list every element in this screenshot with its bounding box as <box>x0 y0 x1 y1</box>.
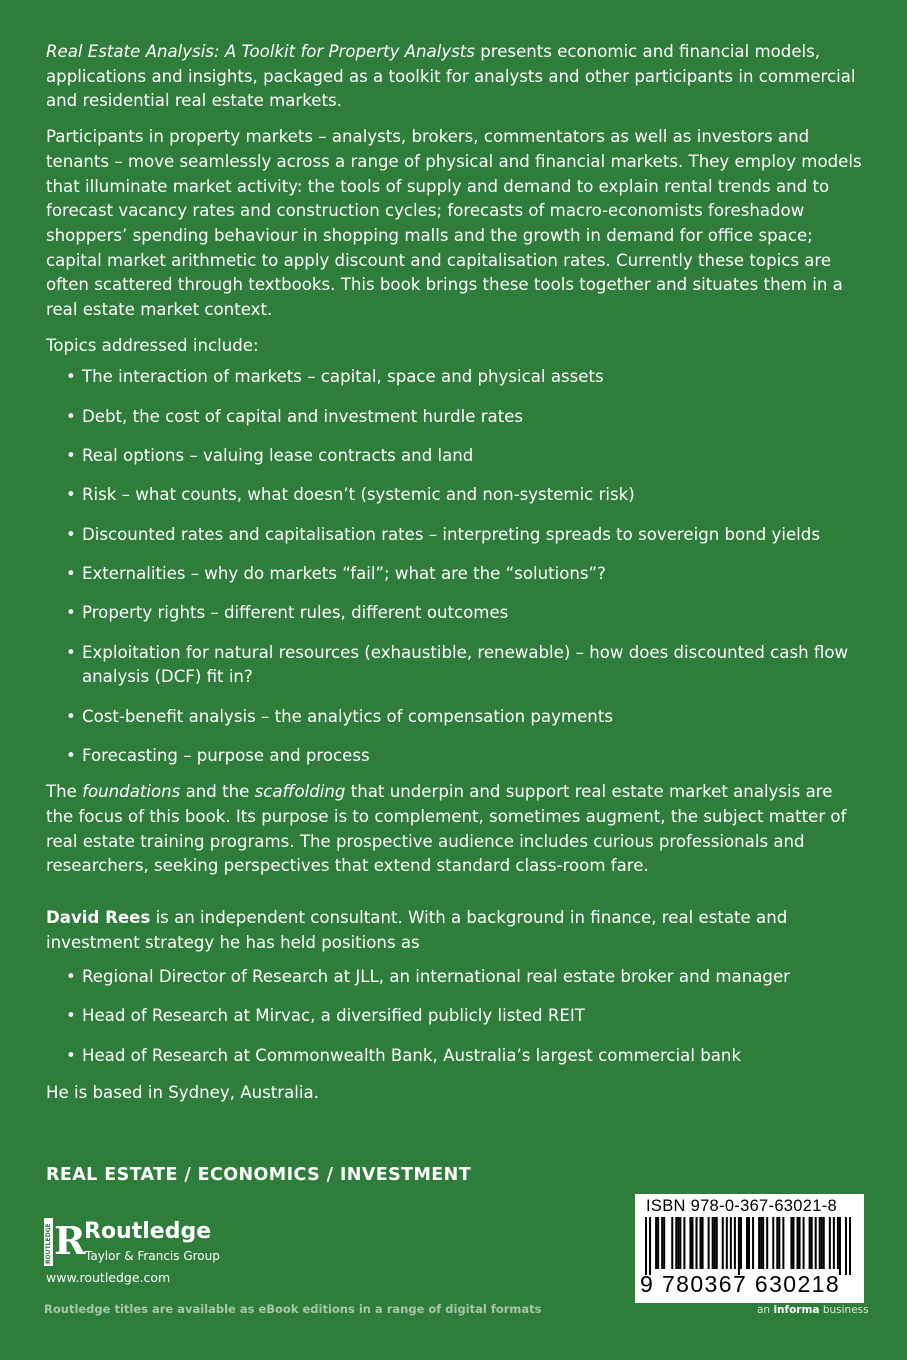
barcode-bar <box>799 1217 801 1269</box>
book-title: Real Estate Analysis: A Toolkit for Property Analysts <box>46 42 475 61</box>
informa-brand: informa <box>773 1304 820 1316</box>
topic-item: • Property rights – different rules, different outcomes <box>66 601 864 626</box>
barcode-bar <box>819 1217 821 1269</box>
position-item: • Regional Director of Research at JLL, an international real estate broker and manager <box>66 965 864 990</box>
isbn-barcode <box>635 1194 864 1303</box>
barcode-bar <box>811 1217 813 1269</box>
barcode-bar <box>782 1217 784 1269</box>
barcode-bar <box>679 1217 681 1269</box>
barcode-bar <box>645 1217 647 1275</box>
foundations-text: The <box>46 782 83 802</box>
barcode-bar <box>657 1217 659 1269</box>
foundations-text: that underpin and support real estate market analysis are the focus of this book. Its purpose is to complement, sometimes augment, the subject matter of real estate training programs. The prospective audience includes curious professionals and researchers, seeking perspectives that extend standard class-room fare. <box>46 782 847 876</box>
topic-item: • Risk – what counts, what doesn’t (systemic and non-systemic risk) <box>66 483 864 508</box>
barcode-bar <box>689 1217 691 1269</box>
barcode-bar <box>776 1217 778 1269</box>
routledge-logo-icon <box>44 1218 86 1266</box>
barcode-bar <box>661 1217 663 1269</box>
barcode-bar <box>730 1217 732 1269</box>
barcode-bar <box>675 1217 677 1269</box>
barcode-bar <box>696 1217 698 1269</box>
barcode-bar <box>663 1217 665 1269</box>
author-name: David Rees <box>46 907 151 927</box>
topic-item: • Exploitation for natural resources (exhaustible, renewable) – how does discounted cash flow analysis (DCF) fit in? <box>66 641 864 690</box>
intro-paragraph <box>46 40 864 114</box>
back-cover-text <box>46 40 864 1105</box>
barcode-bar <box>803 1217 805 1269</box>
barcode-bar <box>849 1217 851 1275</box>
barcode-bar <box>815 1217 817 1269</box>
barcode-bar <box>671 1217 673 1269</box>
barcode-bar <box>677 1217 679 1269</box>
logo-letter: R <box>54 1218 86 1263</box>
barcode-bar <box>649 1217 651 1275</box>
barcode-bar <box>762 1217 764 1269</box>
barcode-icon <box>635 1217 864 1277</box>
barcode-bar <box>714 1217 716 1269</box>
subject-category: REAL ESTATE / ECONOMICS / INVESTMENT <box>46 1165 472 1185</box>
topic-item: • Cost-benefit analysis – the analytics of compensation payments <box>66 705 864 730</box>
publisher-block <box>44 1218 264 1288</box>
foundations-paragraph <box>46 780 864 879</box>
author-paragraph <box>46 906 864 955</box>
barcode-bar <box>845 1217 847 1275</box>
barcode-bar <box>823 1217 825 1269</box>
topic-item: • Real options – valuing lease contracts and land <box>66 444 864 469</box>
topics-list <box>46 365 864 768</box>
topic-item: • Externalities – why do markets “fail”; what are the “solutions”? <box>66 562 864 587</box>
barcode-bar <box>748 1217 750 1269</box>
intro-text: presents economic and financial models, applications and insights, packaged as a toolkit for analysts and other participants in commercial and residential real estate markets. <box>46 42 856 111</box>
barcode-bar <box>702 1217 704 1269</box>
participants-paragraph: Participants in property markets – analysts, brokers, commentators as well as investors and tenants – move seamlessly across a range of physical and financial markets. They employ models that illuminate market activity: the tools of supply and demand to explain rental trends and to forecast vacancy rates and construction cycles; forecasts of macro-economists foreshadow shoppers’ spending behaviour in shopping malls and the growth in demand for office space; capital market arithmetic to apply discount and capitalisation rates. Currently these topics are often scattered through textbooks. This book brings these tools together and situates them in a real estate market context. <box>46 127 862 320</box>
barcode-bar <box>740 1217 742 1269</box>
topic-item: • Forecasting – purpose and process <box>66 744 864 769</box>
barcode-bar <box>683 1217 685 1269</box>
barcode-bar <box>746 1217 748 1269</box>
barcode-bar <box>797 1217 799 1269</box>
barcode-bar <box>833 1217 835 1269</box>
barcode-bar <box>758 1217 760 1269</box>
publisher-group: Taylor & Francis Group <box>85 1249 220 1263</box>
foundations-emphasis: foundations <box>82 782 181 802</box>
publisher-url[interactable]: www.routledge.com <box>46 1270 171 1285</box>
barcode-bar <box>716 1217 718 1269</box>
barcode-bar <box>766 1217 768 1269</box>
position-item: • Head of Research at Commonwealth Bank, Australia’s largest commercial bank <box>66 1044 864 1069</box>
barcode-bar <box>700 1217 702 1269</box>
scaffolding-emphasis: scaffolding <box>254 782 346 802</box>
informa-suffix: business <box>819 1304 869 1316</box>
barcode-bar <box>837 1217 839 1269</box>
topics-heading: Topics addressed include: <box>46 335 259 355</box>
ebook-note: Routledge titles are available as eBook editions in a range of digital formats <box>44 1302 542 1316</box>
logo-side-text: ROUTLEDGE <box>45 1223 53 1264</box>
barcode-bar <box>722 1217 724 1269</box>
topic-item: • Debt, the cost of capital and investment hurdle rates <box>66 405 864 430</box>
barcode-bar <box>734 1217 736 1269</box>
barcode-bar <box>738 1217 740 1275</box>
barcode-bar <box>792 1217 794 1269</box>
barcode-bar <box>726 1217 728 1269</box>
barcode-bar <box>712 1217 714 1269</box>
informa-tagline <box>757 1304 869 1316</box>
barcode-bar <box>839 1217 841 1275</box>
position-item: • Head of Research at Mirvac, a diversified publicly listed REIT <box>66 1004 864 1029</box>
barcode-digits: 9 780367 630218 <box>640 1271 841 1297</box>
barcode-bar <box>829 1217 831 1269</box>
barcode-bar <box>778 1217 780 1269</box>
barcode-bar <box>752 1217 754 1269</box>
author-positions-list <box>46 965 864 1068</box>
publisher-name: Routledge <box>84 1219 212 1244</box>
author-bio: is an independent consultant. With a background in finance, real estate and investment strategy he has held positions as <box>46 907 788 952</box>
barcode-bar <box>821 1217 823 1269</box>
informa-prefix: an <box>757 1304 774 1316</box>
topic-item: • The interaction of markets – capital, space and physical assets <box>66 365 864 390</box>
barcode-bar <box>790 1217 792 1269</box>
barcode-bar <box>809 1217 811 1269</box>
foundations-text: and the <box>180 782 255 802</box>
barcode-bar <box>772 1217 774 1269</box>
author-location: He is based in Sydney, Australia. <box>46 1082 319 1102</box>
topic-item: • Discounted rates and capitalisation rates – interpreting spreads to sovereign bond yields <box>66 523 864 548</box>
barcode-bar <box>655 1217 657 1269</box>
barcode-bar <box>691 1217 693 1269</box>
barcode-bar <box>708 1217 710 1269</box>
isbn-label: ISBN 978-0-367-63021-8 <box>646 1197 837 1215</box>
barcode-bar <box>760 1217 762 1269</box>
